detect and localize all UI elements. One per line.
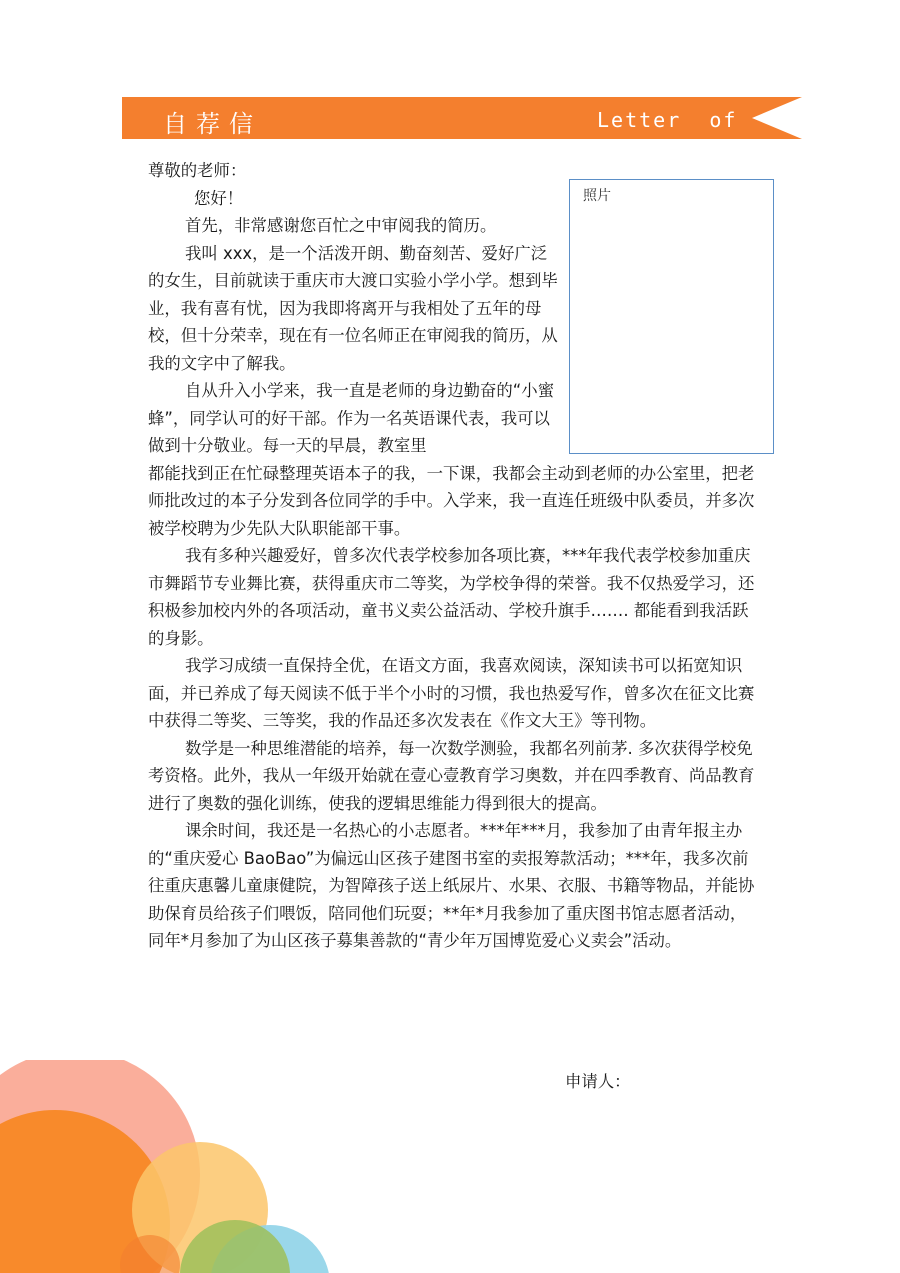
header-banner <box>0 0 900 150</box>
page-subtitle: Letter of <box>597 108 738 132</box>
paragraph-duties-start: 自从升入小学来，我一直是老师的身边勤奋的“小蜜蜂”，同学认可的好干部。作为一名英语课代表，我可以做到十分敬业。每一天的早晨，教室里 <box>148 381 555 455</box>
paragraph-math: 数学是一种思维潜能的培养，每一次数学测验，我都名列前茅. 多次获得学校免考资格。此外，我从一年级开始就在壹心壹教育学习奥数，并在四季教育、尚品教育进行了奥数的强化训练，使我的逻辑思维能力得到很大的提高。 <box>148 738 755 813</box>
paragraph-chinese: 我学习成绩一直保持全优，在语文方面，我喜欢阅读，深知读书可以拓宽知识面，并已养成了每天阅读不低于半个小时的习惯，我也热爱写作，曾多次在征文比赛中获得二等奖、三等奖，我的作品还多次发表在《作文大王》等刊物。 <box>148 656 755 730</box>
letter-body <box>148 157 758 955</box>
salutation: 尊敬的老师： <box>148 161 247 180</box>
photo-label: 照片 <box>583 188 611 204</box>
paragraph-hobbies: 我有多种兴趣爱好，曾多次代表学校参加各项比赛，***年我代表学校参加重庆市舞蹈节专业舞比赛，获得重庆市二等奖，为学校争得的荣誉。我不仅热爱学习，还积极参加校内外的各项活动，童书义卖公益活动、学校升旗手……. 都能看到我活跃的身影。 <box>148 546 755 648</box>
signature-line: 申请人： <box>565 1072 631 1091</box>
page-title: 自荐信 <box>163 110 262 138</box>
paragraph-duties-cont: 都能找到正在忙碌整理英语本子的我，一下课，我都会主动到老师的办公室里，把老师批改过的本子分发到各位同学的手中。入学来，我一直连任班级中队委员，并多次被学校聘为少先队大队职能部干事。 <box>148 463 755 538</box>
paragraph-intro: 我叫 xxx，是一个活泼开朗、勤奋刻苦、爱好广泛的女生，目前就读于重庆市大渡口实验小学小学。想到毕业，我有喜有忧，因为我即将离开与我相处了五年的母校，但十分荣幸，现在有一位名师正在审阅我的简历，从我的文字中了解我。 <box>148 243 558 373</box>
banner-ribbon <box>0 0 900 150</box>
decorative-circles <box>0 1060 420 1273</box>
paragraph-thanks: 首先，非常感谢您百忙之中审阅我的简历。 <box>185 216 497 235</box>
greeting: 您好！ <box>194 188 244 208</box>
paragraph-volunteer: 课余时间，我还是一名热心的小志愿者。***年***月，我参加了由青年报主办的“重庆爱心 BaoBao”为偏远山区孩子建图书室的卖报筹款活动；***年，我多次前往重庆惠馨儿童康健院，为智障孩子送上纸尿片、水果、衣服、书籍等物品，并能协助保育员给孩子们喂饭，陪同他们玩耍；**年*月我参加了重庆图书馆志愿者活动，同年*月参加了为山区孩子募集善款的“青少年万国博览爱心义卖会”活动。 <box>148 821 755 950</box>
